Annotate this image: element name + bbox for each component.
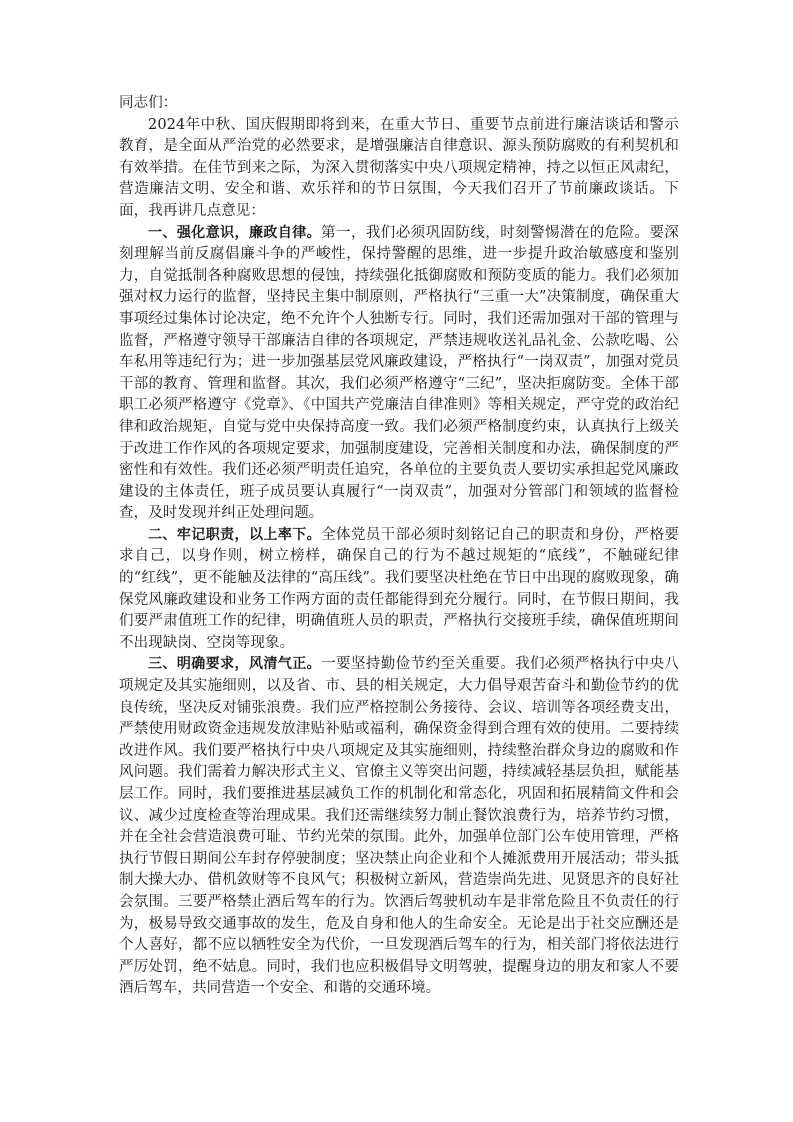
section-1	[119, 223, 679, 525]
greeting: 同志们：	[119, 95, 178, 111]
section-2-heading: 二、牢记职责，以上率下。	[148, 526, 322, 543]
section-3	[119, 654, 679, 1000]
section-3-body: 一要坚持勤俭节约至关重要。我们必须严格执行中央八项规定及其实施细则，以及省、市、县的相关规定，大力倡导艰苦奋斗和勤俭节约的优良传统，坚决反对铺张浪费。我们应严格控制公务接待、会议、培训等各项经费支出，严禁使用财政资金违规发放津贴补贴或福利，确保资金得到合理有效的使用。二要持续改进作风。我们要严格执行中央八项规定及其实施细则，持续整治群众身边的腐败和作风问题。我们需着力解决形式主义、官僚主义等突出问题，持续减轻基层负担，赋能基层工作。同时，我们要推进基层减负工作的机制化和常态化，巩固和拓展精简文件和会议、减少过度检查等治理成果。我们还需继续努力制止餐饮浪费行为，培养节约习惯，并在全社会营造浪费可耻、节约光荣的氛围。此外，加强单位部门公车使用管理，严格执行节假日期间公车封存停驶制度；坚决禁止向企业和个人摊派费用开展活动；带头抵制大操大办、借机敛财等不良风气；积极树立新风，营造崇尚先进、见贤思齐的良好社会氛围。三要严格禁止酒后驾车的行为。饮酒后驾驶机动车是非常危险且不负责任的行为，极易导致交通事故的发生，危及自身和他人的生命安全。无论是出于社交应酬还是个人喜好，都不应以牺牲安全为代价，一旦发现酒后驾车的行为，相关部门将依法进行严厉处罚，绝不姑息。同时，我们也应积极倡导文明驾驶，提醒身边的朋友和家人不要酒后驾车，共同营造一个安全、和谐的交通环境。	[119, 656, 679, 997]
section-1-body: 第一，我们必须巩固防线，时刻警惕潜在的危险。要深刻理解当前反腐倡廉斗争的严峻性，保持警醒的思维，进一步提升政治敏感度和鉴别力，自觉抵制各种腐败思想的侵蚀，持续强化抵御腐败和预防变质的能力。我们必须加强对权力运行的监督，坚持民主集中制原则，严格执行“三重一大”决策制度，确保重大事项经过集体讨论决定，绝不允许个人独断专行。同时，我们还需加强对干部的管理与监督，严格遵守领导干部廉洁自律的各项规定，严禁违规收送礼品礼金、公款吃喝、公车私用等违纪行为；进一步加强基层党风廉政建设，严格执行“一岗双责”，加强对党员干部的教育、管理和监督。其次，我们必须严格遵守“三纪”，坚决拒腐防变。全体干部职工必须严格遵守《党章》、《中国共产党廉洁自律准则》等相关规定，严守党的政治纪律和政治规矩，自觉与党中央保持高度一致。我们必须严格制度约束，认真执行上级关于改进工作作风的各项规定要求，加强制度建设，完善相关制度和办法，确保制度的严密性和有效性。我们还必须严明责任追究，各单位的主要负责人要切实承担起党风廉政建设的主体责任，班子成员要认真履行“一岗双责”，加强对分管部门和领域的监督检查，及时发现并纠正处理问题。	[119, 224, 679, 522]
section-2	[119, 525, 679, 655]
section-3-heading: 三、明确要求，风清气正。	[148, 656, 322, 673]
section-1-heading: 一、强化意识，廉政自律。	[148, 224, 322, 241]
document-page	[119, 93, 679, 1000]
intro-paragraph: 2024年中秋、国庆假期即将到来，在重大节日、重要节点前进行廉洁谈话和警示教育，是全面从严治党的必然要求，是增强廉洁自律意识、源头预防腐败的有利契机和有效举措。在佳节到来之际，为深入贯彻落实中央八项规定精神，持之以恒正风肃纪，营造廉洁文明、安全和谐、欢乐祥和的节日氛围，今天我们召开了节前廉政谈话。下面，我再讲几点意见：	[119, 116, 679, 219]
section-2-body: 全体党员干部必须时刻铭记自己的职责和身份，严格要求自己，以身作则，树立榜样，确保自己的行为不越过规矩的“底线”，不触碰纪律的“红线”，更不能触及法律的“高压线”。我们要坚决杜绝在节日中出现的腐败现象，确保党风廉政建设和业务工作两方面的责任都能得到充分履行。同时，在节假日期间，我们要严肃值班工作的纪律，明确值班人员的职责，严格执行交接班手续，确保值班期间不出现缺岗、空岗等现象。	[119, 526, 679, 651]
